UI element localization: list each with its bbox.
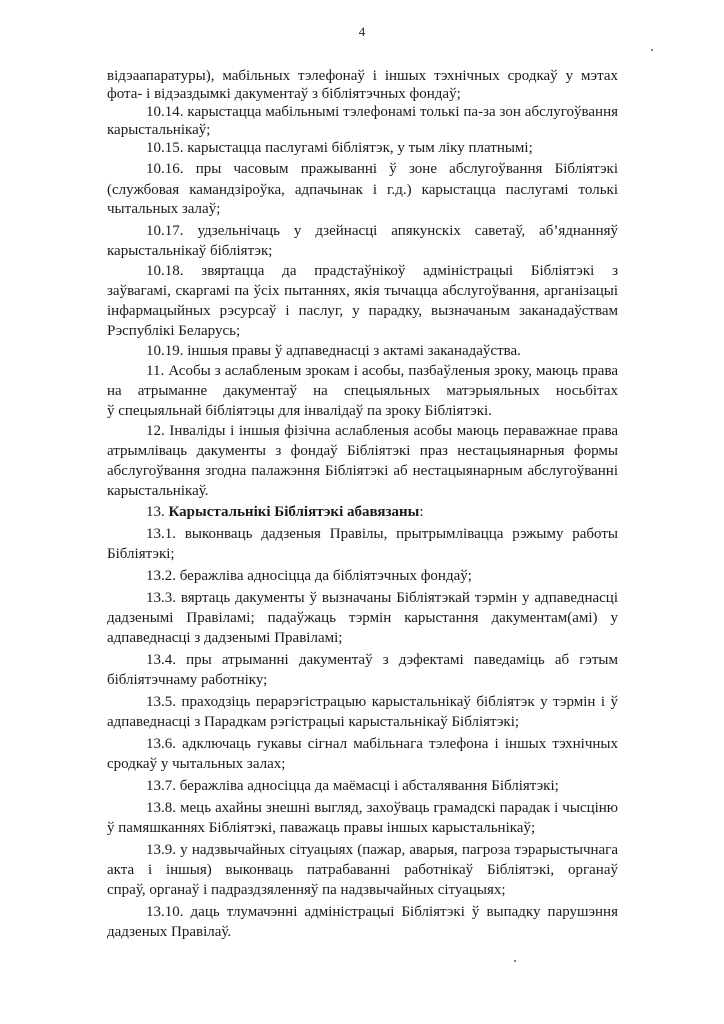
scan-speck [651, 49, 653, 51]
text-line: 13.2. беражліва адносіцца да бібліятэчных фондаў; [146, 568, 472, 584]
text-line: заўвагамі, скаргамі па ўсіх пытаннях, якія тычацца абслугоўвання, арганізацыі [107, 283, 618, 299]
text-line: дадзеных Правілаў. [107, 924, 232, 940]
text-line: абслугоўвання згодна палажэння Бібліятэкі аб нестацыянарным абслугоўванні [107, 463, 618, 479]
text-line: сродкаў у чытальных залах; [107, 756, 286, 772]
text-line: 13.9. у надзвычайных сітуацыях (пажар, аварыя, пагроза тэрарыстычнага [146, 842, 618, 858]
text-line: 10.15. карыстацца паслугамі бібліятэк, у тым ліку платнымі; [146, 140, 533, 156]
text-line: карыстальнікаў; [107, 122, 211, 138]
text-line: на атрыманне дакументаў на спецыяльных матэрыяльных носьбітах [107, 383, 618, 399]
scan-speck [514, 960, 516, 962]
text-line: 13.4. пры атрыманні дакументаў з дэфектамі паведаміць аб гэтым [146, 652, 618, 668]
text-line: акта і іншыя) выконваць патрабаванні работнікаў Бібліятэкі, органаў [107, 862, 618, 878]
text-line: спраў, органаў і падраздзяленняў па надзвычайных сітуацыях; [107, 882, 506, 898]
section-heading-13: 13. Карыстальнікі Бібліятэкі абавязаны: [146, 504, 424, 520]
text-line: 10.14. карыстацца мабільнымі тэлефонамі толькі па-за зон абслугоўвання [146, 104, 618, 120]
text-line: 13.1. выконваць дадзеныя Правілы, прытрымлівацца рэжыму работы [146, 526, 618, 542]
text-line: 10.19. іншыя правы ў адпаведнасці з актамі заканадаўства. [146, 343, 521, 359]
text-line: ў памяшканнях Бібліятэкі, паважаць правы іншых карыстальнікаў; [107, 820, 536, 836]
text-line: 13.3. вяртаць дакументы ў вызначаны Бібліятэкай тэрмін у адпаведнасці [146, 590, 618, 606]
text-line: адпаведнасці з Парадкам рэгістрацыі карыстальнікаў Бібліятэкі; [107, 714, 520, 730]
text-line: 12. Інваліды і іншыя фізічна аслабленыя асобы маюць пераважнае права [146, 423, 618, 439]
text-line: ў спецыяльнай бібліятэцы для інвалідаў па зроку Бібліятэкі. [107, 403, 492, 419]
text-line: Рэспублікі Беларусь; [107, 323, 241, 339]
section-heading-13-title: Карыстальнікі Бібліятэкі абавязаны [168, 504, 420, 520]
text-line: 13.8. мець ахайны знешні выгляд, захоўваць грамадскі парадак і чысціню [146, 800, 618, 816]
page-number: 4 [358, 24, 366, 39]
text-line: карыстальнікаў бібліятэк; [107, 243, 273, 259]
text-line: 13.5. праходзіць перарэгістрацыю карыстальнікаў бібліятэк у тэрмін і ў [146, 694, 618, 710]
text-line: адпаведнасці з дадзенымі Правіламі; [107, 630, 343, 646]
text-line: 11. Асобы з аслабленым зрокам і асобы, пазбаўленыя зроку, маюць права [146, 363, 618, 379]
text-line: атрымліваць дакументы з фондаў Бібліятэкі праз нестацыянарныя формы [107, 443, 618, 459]
text-line: 13.7. беражліва адносіцца да маёмасці і абсталявання Бібліятэкі; [146, 778, 559, 794]
text-line: (службовая камандзіроўка, адпачынак і г.д.) карыстацца паслугамі толькі [107, 182, 618, 198]
text-line: бібліятэчнаму работніку; [107, 672, 268, 688]
text-line: відэаапаратуры), мабільных тэлефонаў і іншых тэхнічных сродкаў у мэтах [107, 68, 618, 84]
text-line: інфармацыйных рэсурсаў і паслуг, у парадку, вызначаным заканадаўствам [107, 303, 618, 319]
text-line: 13.10. даць тлумачэнні адміністрацыі Бібліятэкі ў выпадку парушэння [146, 904, 618, 920]
text-line: дадзенымі Правіламі; падаўжаць тэрмін карыстання дакументам(амі) у [107, 610, 618, 626]
text-line: фота- і відэаздымкі дакументаў з бібліятэчных фондаў; [107, 86, 461, 102]
text-line: 10.17. удзельнічаць у дзейнасці апякунскіх саветаў, аб’яднанняў [146, 223, 618, 239]
text-line: 10.18. звяртацца да прадстаўнікоў адміністрацыі Бібліятэкі з [146, 263, 618, 279]
text-line: чытальных залаў; [107, 201, 221, 217]
text-line: 10.16. пры часовым пражыванні ў зоне абслугоўвання Бібліятэкі [146, 161, 618, 177]
text-line: карыстальнікаў. [107, 483, 209, 499]
text-line: 13.6. адключаць гукавы сігнал мабільнага тэлефона і іншых тэхнічных [146, 736, 618, 752]
text-line: Бібліятэкі; [107, 546, 175, 562]
